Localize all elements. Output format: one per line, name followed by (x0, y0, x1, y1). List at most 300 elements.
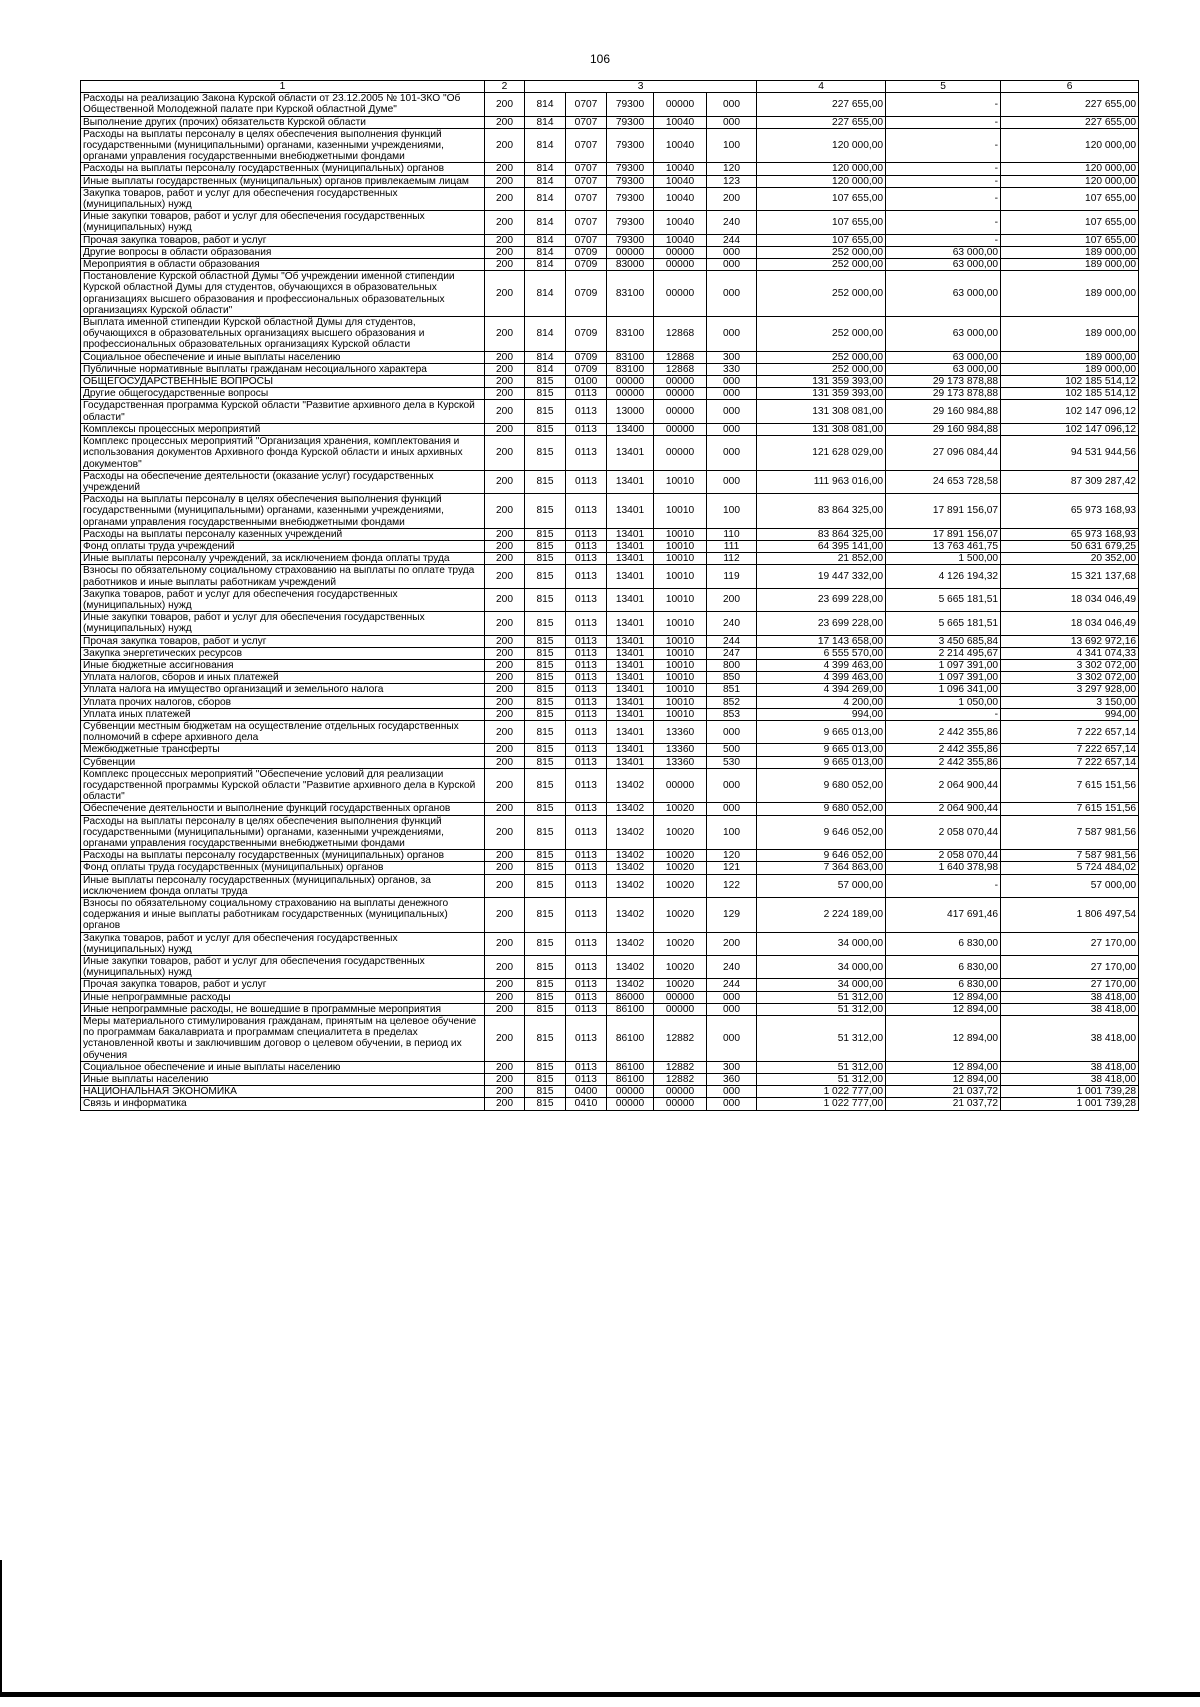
row-code-d: 10020 (654, 803, 707, 815)
header-col-2: 2 (485, 81, 525, 93)
row-name: Фонд оплаты труда учреждений (81, 540, 485, 552)
row-col5: 4 126 194,32 (886, 565, 1001, 588)
row-name: Обеспечение деятельности и выполнение функций государственных органов (81, 803, 485, 815)
row-col4: 9 665 013,00 (757, 744, 886, 756)
row-code-c: 13402 (607, 898, 654, 933)
row-code-a: 814 (525, 259, 566, 271)
row-code-d: 10020 (654, 932, 707, 955)
row-code-d: 10040 (654, 187, 707, 210)
row-col4: 120 000,00 (757, 163, 886, 175)
row-code-c: 13402 (607, 850, 654, 862)
row-name: Иные непрограммные расходы (81, 991, 485, 1003)
row-col2: 200 (485, 956, 525, 979)
row-col4: 994,00 (757, 708, 886, 720)
row-code-a: 815 (525, 932, 566, 955)
table-row (81, 647, 1139, 659)
row-code-c: 13400 (607, 423, 654, 435)
row-col5: - (886, 708, 1001, 720)
row-col2: 200 (485, 211, 525, 234)
row-code-d: 10010 (654, 659, 707, 671)
row-col2: 200 (485, 684, 525, 696)
row-code-b: 0100 (566, 376, 607, 388)
row-code-d: 10040 (654, 234, 707, 246)
row-code-b: 0707 (566, 211, 607, 234)
row-code-a: 815 (525, 696, 566, 708)
row-code-a: 815 (525, 672, 566, 684)
row-col4: 9 646 052,00 (757, 815, 886, 850)
row-col2: 200 (485, 708, 525, 720)
row-name: Социальное обеспечение и иные выплаты населению (81, 1061, 485, 1073)
table-row (81, 494, 1139, 529)
row-name: Уплата налогов, сборов и иных платежей (81, 672, 485, 684)
table-body (81, 81, 1139, 1111)
row-col5: 63 000,00 (886, 351, 1001, 363)
row-name: Уплата иных платежей (81, 708, 485, 720)
row-code-a: 815 (525, 898, 566, 933)
row-col6: 120 000,00 (1001, 128, 1139, 163)
table-row (81, 211, 1139, 234)
row-col5: 63 000,00 (886, 271, 1001, 317)
row-name: Связь и информатика (81, 1098, 485, 1110)
row-code-e: 123 (707, 175, 757, 187)
row-col6: 227 655,00 (1001, 93, 1139, 116)
row-col5: 13 763 461,75 (886, 540, 1001, 552)
table-row (81, 163, 1139, 175)
table-row (81, 271, 1139, 317)
row-code-b: 0113 (566, 684, 607, 696)
row-col2: 200 (485, 932, 525, 955)
row-code-e: 122 (707, 874, 757, 897)
header-col-4: 4 (757, 81, 886, 93)
row-col6: 227 655,00 (1001, 116, 1139, 128)
row-code-c: 13401 (607, 708, 654, 720)
row-code-c: 13401 (607, 696, 654, 708)
row-name: Межбюджетные трансферты (81, 744, 485, 756)
row-code-b: 0113 (566, 388, 607, 400)
row-code-d: 10010 (654, 635, 707, 647)
row-col2: 200 (485, 1086, 525, 1098)
row-col4: 252 000,00 (757, 271, 886, 317)
table-row (81, 803, 1139, 815)
row-name: Другие вопросы в области образования (81, 246, 485, 258)
row-name: Расходы на выплаты персоналу в целях обеспечения выполнения функций государственными (муниципальными) органами, казенными учреждениями, органами управления государственными внебюджетными фондами (81, 815, 485, 850)
row-code-e: 852 (707, 696, 757, 708)
row-col5: - (886, 187, 1001, 210)
row-code-d: 13360 (654, 756, 707, 768)
row-name: Взносы по обязательному социальному страхованию на выплаты по оплате труда работников и иные выплаты работникам учреждений (81, 565, 485, 588)
row-code-d: 10010 (654, 708, 707, 720)
row-code-a: 815 (525, 708, 566, 720)
row-col4: 107 655,00 (757, 187, 886, 210)
row-name: Другие общегосударственные вопросы (81, 388, 485, 400)
row-col6: 20 352,00 (1001, 553, 1139, 565)
row-code-e: 200 (707, 932, 757, 955)
table-row (81, 175, 1139, 187)
row-code-b: 0113 (566, 898, 607, 933)
row-code-c: 13402 (607, 956, 654, 979)
row-col5: 12 894,00 (886, 1061, 1001, 1073)
row-col4: 64 395 141,00 (757, 540, 886, 552)
row-code-e: 100 (707, 494, 757, 529)
row-code-a: 815 (525, 1086, 566, 1098)
row-col5: 21 037,72 (886, 1086, 1001, 1098)
row-code-d: 10020 (654, 874, 707, 897)
row-col2: 200 (485, 1003, 525, 1015)
row-col4: 4 394 269,00 (757, 684, 886, 696)
row-name: Выплата именной стипендии Курской областной Думы для студентов, обучающихся в образовательных организациях высшего образования и профессиональных образовательных организациях Курской области (81, 317, 485, 352)
row-col5: 29 160 984,88 (886, 423, 1001, 435)
row-code-d: 10040 (654, 211, 707, 234)
row-name: Расходы на обеспечение деятельности (оказание услуг) государственных учреждений (81, 470, 485, 493)
row-col5: 2 064 900,44 (886, 803, 1001, 815)
row-code-b: 0113 (566, 1061, 607, 1073)
row-col5: 12 894,00 (886, 991, 1001, 1003)
row-col5: 5 665 181,51 (886, 588, 1001, 611)
table-row (81, 756, 1139, 768)
table-row (81, 1016, 1139, 1062)
row-col5: 1 097 391,00 (886, 672, 1001, 684)
row-col6: 7 615 151,56 (1001, 768, 1139, 803)
row-code-c: 13401 (607, 528, 654, 540)
row-col5: 24 653 728,58 (886, 470, 1001, 493)
row-col5: - (886, 163, 1001, 175)
row-name: Иные непрограммные расходы, не вошедшие в программные мероприятия (81, 1003, 485, 1015)
row-code-b: 0113 (566, 423, 607, 435)
row-col2: 200 (485, 234, 525, 246)
row-code-a: 814 (525, 128, 566, 163)
table-row (81, 1074, 1139, 1086)
row-col5: - (886, 874, 1001, 897)
row-code-c: 79300 (607, 211, 654, 234)
row-name: Взносы по обязательному социальному страхованию на выплаты денежного содержания и иные выплаты работникам государственных (муниципальных) органов (81, 898, 485, 933)
row-col4: 252 000,00 (757, 259, 886, 271)
row-code-c: 13000 (607, 400, 654, 423)
row-col6: 5 724 484,02 (1001, 862, 1139, 874)
row-code-b: 0113 (566, 635, 607, 647)
table-row (81, 1098, 1139, 1110)
row-code-d: 10020 (654, 979, 707, 991)
row-code-c: 00000 (607, 1086, 654, 1098)
row-col5: 2 442 355,86 (886, 756, 1001, 768)
row-code-d: 10010 (654, 540, 707, 552)
row-code-c: 13401 (607, 744, 654, 756)
row-code-b: 0113 (566, 874, 607, 897)
row-col4: 9 665 013,00 (757, 720, 886, 743)
row-col4: 252 000,00 (757, 363, 886, 375)
row-code-d: 10010 (654, 612, 707, 635)
table-row (81, 612, 1139, 635)
row-code-b: 0113 (566, 588, 607, 611)
row-name: Субвенции (81, 756, 485, 768)
row-code-c: 79300 (607, 128, 654, 163)
row-code-a: 815 (525, 862, 566, 874)
row-code-a: 815 (525, 815, 566, 850)
row-code-d: 10020 (654, 850, 707, 862)
row-code-a: 814 (525, 93, 566, 116)
row-code-b: 0113 (566, 744, 607, 756)
table-row (81, 259, 1139, 271)
row-code-e: 360 (707, 1074, 757, 1086)
row-code-c: 83100 (607, 351, 654, 363)
row-col5: 1 096 341,00 (886, 684, 1001, 696)
row-code-e: 000 (707, 376, 757, 388)
row-code-e: 000 (707, 246, 757, 258)
row-col5: 63 000,00 (886, 246, 1001, 258)
row-code-d: 00000 (654, 271, 707, 317)
row-code-c: 13402 (607, 874, 654, 897)
row-col6: 7 615 151,56 (1001, 803, 1139, 815)
table-row (81, 116, 1139, 128)
row-code-d: 10020 (654, 862, 707, 874)
row-col2: 200 (485, 436, 525, 471)
row-col2: 200 (485, 720, 525, 743)
row-col4: 4 399 463,00 (757, 659, 886, 671)
row-col2: 200 (485, 565, 525, 588)
row-col6: 994,00 (1001, 708, 1139, 720)
row-code-b: 0113 (566, 565, 607, 588)
table-row (81, 588, 1139, 611)
row-col6: 1 806 497,54 (1001, 898, 1139, 933)
row-code-d: 13360 (654, 744, 707, 756)
row-col6: 120 000,00 (1001, 163, 1139, 175)
row-name: Иные выплаты населению (81, 1074, 485, 1086)
row-name: Расходы на выплаты персоналу государственных (муниципальных) органов (81, 850, 485, 862)
row-name: Фонд оплаты труда государственных (муниципальных) органов (81, 862, 485, 874)
row-code-e: 000 (707, 768, 757, 803)
table-row (81, 991, 1139, 1003)
row-code-d: 10010 (654, 672, 707, 684)
table-row (81, 659, 1139, 671)
row-code-b: 0113 (566, 708, 607, 720)
row-col6: 189 000,00 (1001, 246, 1139, 258)
row-code-c: 13402 (607, 768, 654, 803)
row-code-d: 10040 (654, 116, 707, 128)
row-col2: 200 (485, 612, 525, 635)
row-name: Постановление Курской областной Думы "Об учреждении именной стипендии Курской областной Думы для студентов, обучающихся в образовательных организациях высшего образования и профессиональных образовательных организациях Курской области" (81, 271, 485, 317)
row-col4: 21 852,00 (757, 553, 886, 565)
row-name: ОБЩЕГОСУДАРСТВЕННЫЕ ВОПРОСЫ (81, 376, 485, 388)
row-code-b: 0707 (566, 163, 607, 175)
row-col5: 17 891 156,07 (886, 494, 1001, 529)
row-code-b: 0113 (566, 494, 607, 529)
row-code-c: 13401 (607, 588, 654, 611)
row-code-c: 13401 (607, 565, 654, 588)
table-row (81, 874, 1139, 897)
row-col4: 34 000,00 (757, 979, 886, 991)
row-code-b: 0113 (566, 659, 607, 671)
table-row (81, 400, 1139, 423)
row-code-a: 814 (525, 363, 566, 375)
row-col5: 29 160 984,88 (886, 400, 1001, 423)
row-code-d: 10040 (654, 128, 707, 163)
row-col6: 189 000,00 (1001, 317, 1139, 352)
row-code-e: 240 (707, 211, 757, 234)
row-col5: 2 442 355,86 (886, 720, 1001, 743)
row-code-b: 0113 (566, 540, 607, 552)
table-row (81, 93, 1139, 116)
row-col2: 200 (485, 1016, 525, 1062)
row-code-e: 000 (707, 1086, 757, 1098)
row-code-a: 815 (525, 659, 566, 671)
row-code-e: 000 (707, 400, 757, 423)
row-col2: 200 (485, 93, 525, 116)
row-code-a: 815 (525, 436, 566, 471)
row-code-b: 0707 (566, 128, 607, 163)
table-row (81, 684, 1139, 696)
row-col2: 200 (485, 363, 525, 375)
row-col6: 120 000,00 (1001, 175, 1139, 187)
page-number: 106 (589, 52, 611, 66)
row-code-c: 13401 (607, 470, 654, 493)
row-code-e: 247 (707, 647, 757, 659)
row-col4: 252 000,00 (757, 351, 886, 363)
row-code-a: 814 (525, 163, 566, 175)
row-name: Субвенции местным бюджетам на осуществление отдельных государственных полномочий в сфере архивного дела (81, 720, 485, 743)
row-code-c: 79300 (607, 93, 654, 116)
row-col5: 2 064 900,44 (886, 768, 1001, 803)
row-col6: 87 309 287,42 (1001, 470, 1139, 493)
row-code-c: 13401 (607, 647, 654, 659)
row-col6: 18 034 046,49 (1001, 612, 1139, 635)
row-code-b: 0113 (566, 932, 607, 955)
row-col4: 1 022 777,00 (757, 1086, 886, 1098)
row-code-b: 0113 (566, 436, 607, 471)
row-code-d: 00000 (654, 259, 707, 271)
row-code-e: 330 (707, 363, 757, 375)
row-col6: 102 147 096,12 (1001, 423, 1139, 435)
row-col5: 2 058 070,44 (886, 850, 1001, 862)
row-code-d: 12868 (654, 363, 707, 375)
row-col6: 107 655,00 (1001, 234, 1139, 246)
row-code-a: 814 (525, 246, 566, 258)
row-code-a: 815 (525, 1003, 566, 1015)
row-code-c: 79300 (607, 163, 654, 175)
row-col4: 17 143 658,00 (757, 635, 886, 647)
row-col5: 1 500,00 (886, 553, 1001, 565)
row-code-b: 0113 (566, 720, 607, 743)
row-code-d: 00000 (654, 436, 707, 471)
row-code-b: 0113 (566, 991, 607, 1003)
row-col5: 63 000,00 (886, 259, 1001, 271)
row-code-e: 300 (707, 1061, 757, 1073)
row-code-c: 79300 (607, 187, 654, 210)
row-name: Закупка товаров, работ и услуг для обеспечения государственных (муниципальных) нужд (81, 187, 485, 210)
row-name: Выполнение других (прочих) обязательств Курской области (81, 116, 485, 128)
table-row (81, 388, 1139, 400)
row-name: Закупка товаров, работ и услуг для обеспечения государственных (муниципальных) нужд (81, 932, 485, 955)
row-name: Уплата налога на имущество организаций и земельного налога (81, 684, 485, 696)
row-col5: 2 442 355,86 (886, 744, 1001, 756)
row-col4: 4 399 463,00 (757, 672, 886, 684)
row-code-d: 00000 (654, 1003, 707, 1015)
row-code-b: 0113 (566, 696, 607, 708)
row-code-e: 110 (707, 528, 757, 540)
row-col2: 200 (485, 744, 525, 756)
row-name: Расходы на выплаты персоналу государственных (муниципальных) органов (81, 163, 485, 175)
table-row (81, 436, 1139, 471)
row-col4: 83 864 325,00 (757, 494, 886, 529)
row-code-a: 815 (525, 612, 566, 635)
row-code-d: 00000 (654, 388, 707, 400)
row-code-b: 0113 (566, 672, 607, 684)
row-name: Прочая закупка товаров, работ и услуг (81, 234, 485, 246)
row-col2: 200 (485, 351, 525, 363)
row-code-c: 13402 (607, 803, 654, 815)
row-col6: 7 222 657,14 (1001, 720, 1139, 743)
row-col5: 12 894,00 (886, 1016, 1001, 1062)
row-name: Иные выплаты государственных (муниципальных) органов привлекаемым лицам (81, 175, 485, 187)
row-name: Публичные нормативные выплаты гражданам несоциального характера (81, 363, 485, 375)
row-col6: 107 655,00 (1001, 187, 1139, 210)
row-col5: - (886, 116, 1001, 128)
row-col6: 189 000,00 (1001, 363, 1139, 375)
table-row (81, 898, 1139, 933)
row-code-c: 13401 (607, 494, 654, 529)
row-code-b: 0707 (566, 93, 607, 116)
budget-table (80, 80, 1139, 1111)
row-code-d: 10020 (654, 898, 707, 933)
row-col5: 29 173 878,88 (886, 376, 1001, 388)
row-code-e: 129 (707, 898, 757, 933)
row-col2: 200 (485, 187, 525, 210)
row-col5: 2 058 070,44 (886, 815, 1001, 850)
row-col4: 51 312,00 (757, 1003, 886, 1015)
row-code-d: 12868 (654, 317, 707, 352)
row-code-a: 814 (525, 234, 566, 246)
row-col2: 200 (485, 850, 525, 862)
row-col6: 13 692 972,16 (1001, 635, 1139, 647)
row-code-c: 13401 (607, 684, 654, 696)
row-code-c: 13401 (607, 659, 654, 671)
row-code-a: 815 (525, 376, 566, 388)
row-col4: 9 680 052,00 (757, 768, 886, 803)
row-col4: 6 555 570,00 (757, 647, 886, 659)
row-code-b: 0709 (566, 317, 607, 352)
row-code-e: 100 (707, 815, 757, 850)
row-col6: 65 973 168,93 (1001, 494, 1139, 529)
row-code-d: 10010 (654, 696, 707, 708)
row-code-d: 00000 (654, 376, 707, 388)
row-code-e: 120 (707, 850, 757, 862)
row-code-b: 0709 (566, 351, 607, 363)
table-row (81, 815, 1139, 850)
table-row (81, 862, 1139, 874)
row-col2: 200 (485, 756, 525, 768)
row-col2: 200 (485, 672, 525, 684)
row-code-c: 13401 (607, 540, 654, 552)
row-name: Социальное обеспечение и иные выплаты населению (81, 351, 485, 363)
row-code-e: 000 (707, 436, 757, 471)
row-code-a: 815 (525, 1061, 566, 1073)
row-code-b: 0113 (566, 862, 607, 874)
row-col2: 200 (485, 588, 525, 611)
row-col6: 27 170,00 (1001, 979, 1139, 991)
row-col5: 6 830,00 (886, 979, 1001, 991)
row-code-d: 10010 (654, 528, 707, 540)
table-row (81, 234, 1139, 246)
row-code-e: 119 (707, 565, 757, 588)
row-code-c: 00000 (607, 388, 654, 400)
row-col2: 200 (485, 175, 525, 187)
row-code-b: 0113 (566, 553, 607, 565)
row-code-d: 10040 (654, 163, 707, 175)
row-code-a: 814 (525, 187, 566, 210)
table-row (81, 850, 1139, 862)
row-col6: 38 418,00 (1001, 1074, 1139, 1086)
row-code-e: 200 (707, 187, 757, 210)
row-col4: 9 665 013,00 (757, 756, 886, 768)
row-code-a: 815 (525, 756, 566, 768)
